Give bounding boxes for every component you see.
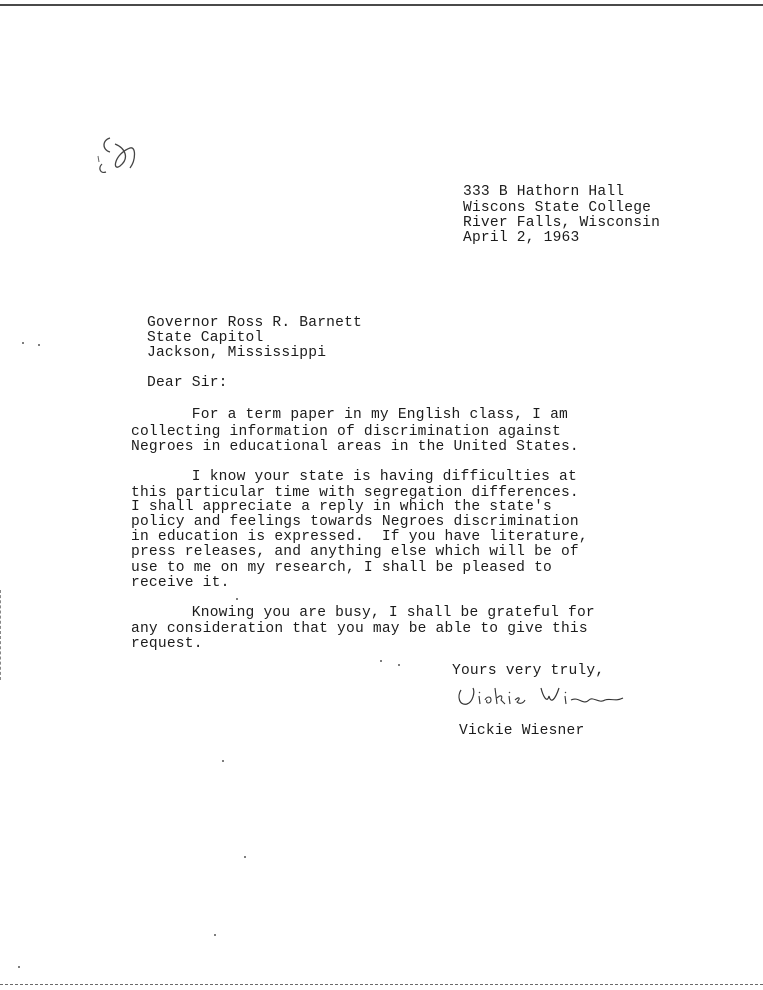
return-address-line3: River Falls, Wisconsin — [463, 215, 661, 231]
body-line: use to me on my research, I shall be pleased to — [131, 560, 553, 576]
body-line: Negroes in educational areas in the United States. — [131, 439, 579, 455]
scan-speck — [236, 598, 238, 600]
recipient-city: Jackson, Mississippi — [147, 345, 327, 361]
body-line: I know your state is having difficulties at — [147, 469, 577, 485]
closing: Yours very truly, — [452, 663, 605, 679]
body-line: press releases, and anything else which will be of — [131, 544, 579, 560]
handwritten-margin-note — [90, 130, 150, 185]
body-line: policy and feelings towards Negroes discrimination — [131, 514, 579, 530]
body-line: this particular time with segregation differences. — [131, 485, 579, 501]
scan-speck — [222, 760, 224, 762]
typed-signer-name: Vickie Wiesner — [459, 723, 585, 739]
body-line: request. — [131, 636, 203, 652]
body-line: collecting information of discrimination against — [131, 424, 561, 440]
scan-speck — [398, 664, 400, 666]
recipient-name: Governor Ross R. Barnett — [147, 315, 362, 331]
salutation: Dear Sir: — [147, 375, 228, 391]
handwritten-signature — [455, 682, 630, 712]
recipient-office: State Capitol — [147, 330, 264, 346]
scan-speck — [244, 856, 246, 858]
return-address-line2: Wiscons State College — [463, 200, 652, 216]
scan-edge-mark — [0, 590, 4, 680]
body-line: Knowing you are busy, I shall be grateful for — [147, 605, 595, 621]
body-line: I shall appreciate a reply in which the state's — [131, 499, 553, 515]
scan-speck — [18, 966, 20, 968]
scan-speck — [380, 660, 382, 662]
scan-top-border — [0, 4, 763, 6]
body-line: any consideration that you may be able to give this — [131, 621, 588, 637]
letter-date: April 2, 1963 — [463, 230, 580, 246]
scan-speck — [22, 342, 24, 344]
scan-bottom-border — [0, 984, 763, 986]
return-address-line1: 333 B Hathorn Hall — [463, 184, 625, 200]
scan-speck — [38, 344, 40, 346]
body-line: receive it. — [131, 575, 230, 591]
scan-speck — [214, 934, 216, 936]
body-line: in education is expressed. If you have literature, — [131, 529, 588, 545]
body-line: For a term paper in my English class, I am — [147, 407, 569, 423]
